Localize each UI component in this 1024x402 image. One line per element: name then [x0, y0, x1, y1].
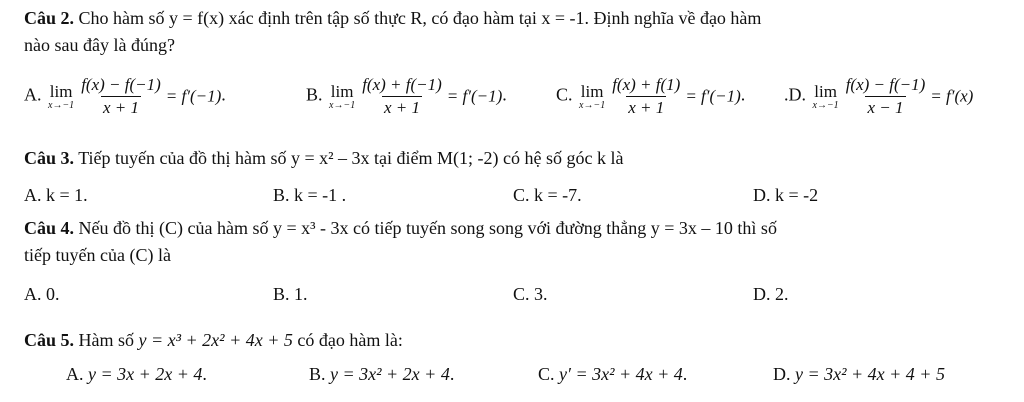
q5-option-b[interactable]: B. y = 3x² + 2x + 4. [309, 364, 455, 384]
q5-line [24, 328, 403, 352]
q3-text: Tiếp tuyến của đồ thị hàm số y = x² – 3x tại điểm M(1; -2) có hệ số góc k là [74, 148, 624, 168]
q5-function: y = x³ + 2x² + 4x + 5 [138, 330, 293, 350]
q4-option-a[interactable]: A. 0. [24, 284, 60, 304]
q4-line1 [24, 216, 777, 240]
fraction: $\frac{f(x) + f(1)}{x + 1}$ [612, 75, 681, 117]
q2-option-b[interactable]: B. lim x→−1 $\frac{f(x) + f(-1)}{x + 1}$ = f′(−1). [306, 75, 507, 117]
q2-text-line2: nào sau đây là đúng? [24, 35, 175, 55]
q2-line2 [24, 33, 175, 57]
q3-line [24, 146, 624, 170]
option-letter: A. [66, 364, 84, 384]
q2-text-line1: Cho hàm số y = f(x) xác định trên tập số thực R, có đạo hàm tại x = -1. Định nghĩa về đạo hàm [74, 8, 762, 28]
q5-option-d[interactable] [773, 362, 945, 386]
q3-option-d[interactable]: D. k = -2 [753, 185, 819, 205]
option-letter: C. [538, 364, 555, 384]
option-expression: y = 3x² + 4x + 4 + 5 [795, 364, 945, 384]
q4-option-b[interactable]: B. 1. [273, 284, 308, 304]
option-letter: A. [24, 84, 42, 105]
q2-line1 [24, 6, 761, 30]
q5-option-c[interactable]: C. y′ = 3x² + 4x + 4. [538, 364, 688, 384]
limit-symbol: lim x→−1 [329, 81, 356, 111]
option-letter: C. [556, 84, 573, 105]
option-letter: D. [773, 364, 791, 384]
q4-text-line1: Nếu đồ thị (C) của hàm số y = x³ - 3x có tiếp tuyến song song với đường thẳng y = 3x – 10 thì số [74, 218, 777, 238]
q2-option-a[interactable]: A. lim x→−1 $\frac{f(x) - f(-1)}{x + 1}$ = f′(−1). [24, 75, 226, 117]
q3-option-c[interactable]: C. k = -7. [513, 185, 582, 205]
q5-text-pre: Hàm số [74, 330, 139, 350]
limit-symbol: lim x→−1 [579, 81, 606, 111]
q2-option-d[interactable] [784, 74, 973, 119]
option-letter: B. [309, 364, 326, 384]
option-letter: .D. [784, 84, 806, 105]
option-expression: y = 3x² + 2x + 4 [330, 364, 450, 384]
q2-option-c[interactable]: C. lim x→−1 $\frac{f(x) + f(1)}{x + 1}$ = f′(−1). [556, 75, 746, 117]
fraction: $\frac{f(x) - f(-1)}{x - 1}$ [845, 75, 926, 117]
rhs: = f′(−1) [165, 86, 222, 106]
limit-symbol: lim x→−1 [812, 81, 839, 111]
q4-line2 [24, 243, 171, 267]
q4-option-c[interactable]: C. 3. [513, 284, 548, 304]
q4-option-d[interactable]: D. 2. [753, 284, 789, 304]
fraction: $\frac{f(x) - f(-1)}{x + 1}$ [81, 75, 161, 117]
q5-option-a[interactable]: A. y = 3x + 2x + 4. [66, 364, 207, 384]
option-letter: B. [306, 84, 323, 105]
q5-text-post: có đạo hàm là: [292, 330, 403, 350]
q5-label: Câu 5. [24, 330, 75, 350]
q2-label: Câu 2. [24, 8, 75, 28]
q3-option-a[interactable]: A. k = 1. [24, 185, 88, 205]
limit-symbol: lim x→−1 [48, 81, 75, 111]
fraction: $\frac{f(x) + f(-1)}{x + 1}$ [362, 75, 442, 117]
option-expression: y = 3x + 2x + 4 [88, 364, 203, 384]
rhs: = f′(−1) [446, 86, 503, 106]
rhs: = f′(−1) [685, 86, 741, 106]
q3-label: Câu 3. [24, 148, 75, 168]
rhs: = f′(x) [930, 86, 974, 106]
option-expression: y′ = 3x² + 4x + 4 [559, 364, 683, 384]
q3-option-b[interactable]: B. k = -1 . [273, 185, 347, 205]
q4-label: Câu 4. [24, 218, 75, 238]
q4-text-line2: tiếp tuyến của (C) là [24, 245, 171, 265]
